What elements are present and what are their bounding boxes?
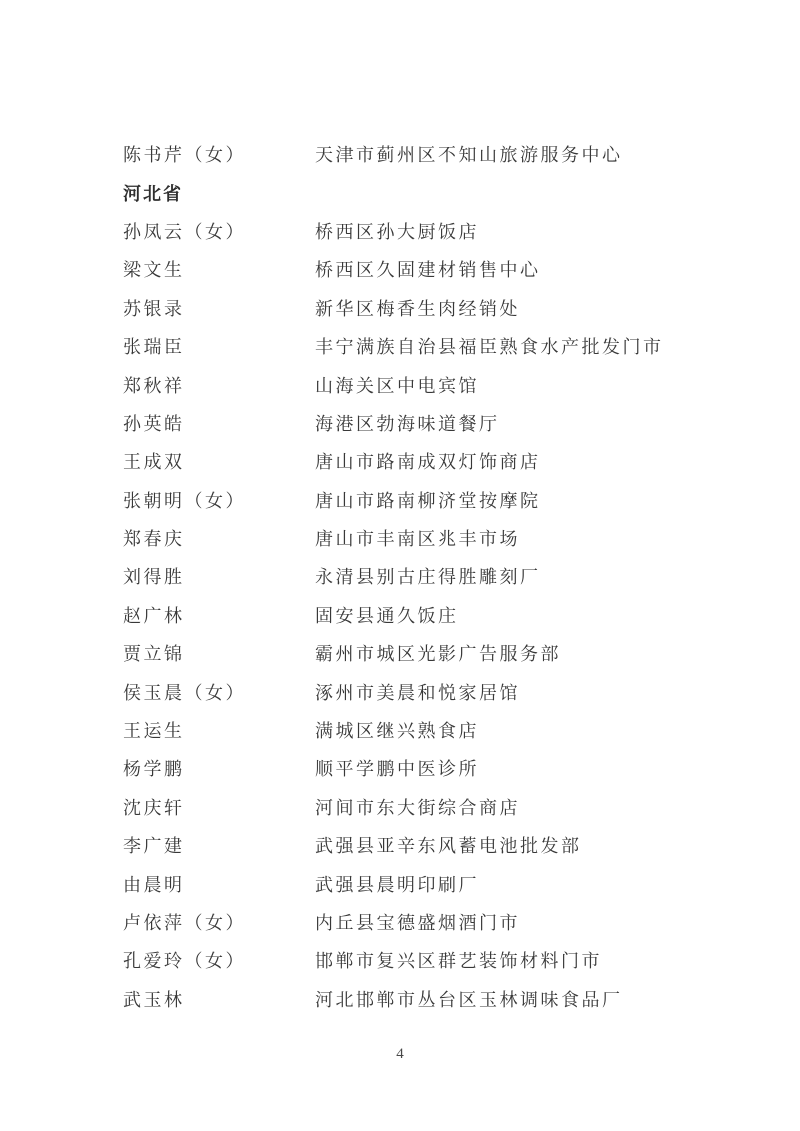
person-name: 卢依萍（女） [123, 913, 246, 933]
roster-row [123, 941, 753, 979]
page-number: 4 [396, 1046, 404, 1062]
person-name: 孙英皓 [123, 413, 185, 434]
organization-name: 新华区梅香生肉经销处 [315, 298, 520, 319]
roster-row [123, 289, 753, 327]
roster-row [123, 404, 753, 442]
roster-row [123, 212, 753, 250]
person-name: 赵广林 [123, 605, 185, 626]
person-name: 杨学鹏 [123, 759, 185, 780]
roster-row [123, 596, 753, 634]
organization-name: 唐山市路南柳济堂按摩院 [315, 490, 541, 511]
roster-row [123, 442, 753, 480]
person-name: 由晨明 [123, 874, 185, 895]
roster-row [123, 980, 753, 1018]
roster-row [123, 135, 753, 173]
organization-name: 固安县通久饭庄 [315, 605, 459, 626]
province-section-header [123, 173, 753, 211]
person-name: 武玉林 [123, 989, 185, 1010]
roster-row [123, 250, 753, 288]
organization-name: 丰宁满族自治县福臣熟食水产批发门市 [315, 337, 664, 358]
person-name: 张朝明（女） [123, 490, 246, 511]
person-name: 郑秋祥 [123, 375, 185, 396]
organization-name: 邯郸市复兴区群艺装饰材料门市 [315, 951, 602, 972]
organization-name: 山海关区中电宾馆 [315, 375, 479, 396]
organization-name: 武强县亚辛东风蓄电池批发部 [315, 836, 582, 857]
roster-row [123, 519, 753, 557]
roster-row [123, 711, 753, 749]
person-name: 王运生 [123, 721, 185, 742]
organization-name: 桥西区孙大厨饭店 [315, 221, 479, 242]
roster-row [123, 634, 753, 672]
organization-name: 永清县别古庄得胜雕刻厂 [315, 567, 541, 588]
province-name: 河北省 [123, 183, 183, 204]
organization-name: 天津市蓟州区不知山旅游服务中心 [315, 145, 623, 166]
roster-row [123, 903, 753, 941]
roster-row [123, 327, 753, 365]
person-name: 刘得胜 [123, 567, 185, 588]
roster-row [123, 826, 753, 864]
organization-name: 满城区继兴熟食店 [315, 721, 479, 742]
person-name: 梁文生 [123, 260, 185, 281]
person-name: 陈书芹（女） [123, 145, 246, 166]
person-name: 孔爱玲（女） [123, 951, 246, 972]
organization-name: 涿州市美晨和悦家居馆 [315, 682, 520, 703]
roster-row [123, 557, 753, 595]
organization-name: 武强县晨明印刷厂 [315, 874, 479, 895]
person-name: 侯玉晨（女） [123, 682, 246, 703]
organization-name: 桥西区久固建材销售中心 [315, 260, 541, 281]
organization-name: 顺平学鹏中医诊所 [315, 759, 479, 780]
roster-row [123, 672, 753, 710]
organization-name: 河间市东大街综合商店 [315, 797, 520, 818]
organization-name: 唐山市丰南区兆丰市场 [315, 529, 520, 550]
person-name: 贾立锦 [123, 644, 185, 665]
roster-row [123, 749, 753, 787]
person-name: 郑春庆 [123, 529, 185, 550]
organization-name: 内丘县宝德盛烟酒门市 [315, 913, 520, 933]
person-name: 李广建 [123, 836, 185, 857]
roster-row [123, 864, 753, 902]
roster-list [123, 135, 753, 1018]
person-name: 沈庆轩 [123, 797, 185, 818]
roster-row [123, 788, 753, 826]
person-name: 孙凤云（女） [123, 221, 246, 242]
organization-name: 霸州市城区光影广告服务部 [315, 644, 561, 665]
roster-row [123, 481, 753, 519]
roster-row [123, 365, 753, 403]
person-name: 苏银录 [123, 298, 185, 319]
organization-name: 河北邯郸市丛台区玉林调味食品厂 [315, 989, 623, 1010]
person-name: 王成双 [123, 452, 185, 473]
organization-name: 唐山市路南成双灯饰商店 [315, 452, 541, 473]
person-name: 张瑞臣 [123, 337, 185, 358]
organization-name: 海港区勃海味道餐厅 [315, 413, 500, 434]
